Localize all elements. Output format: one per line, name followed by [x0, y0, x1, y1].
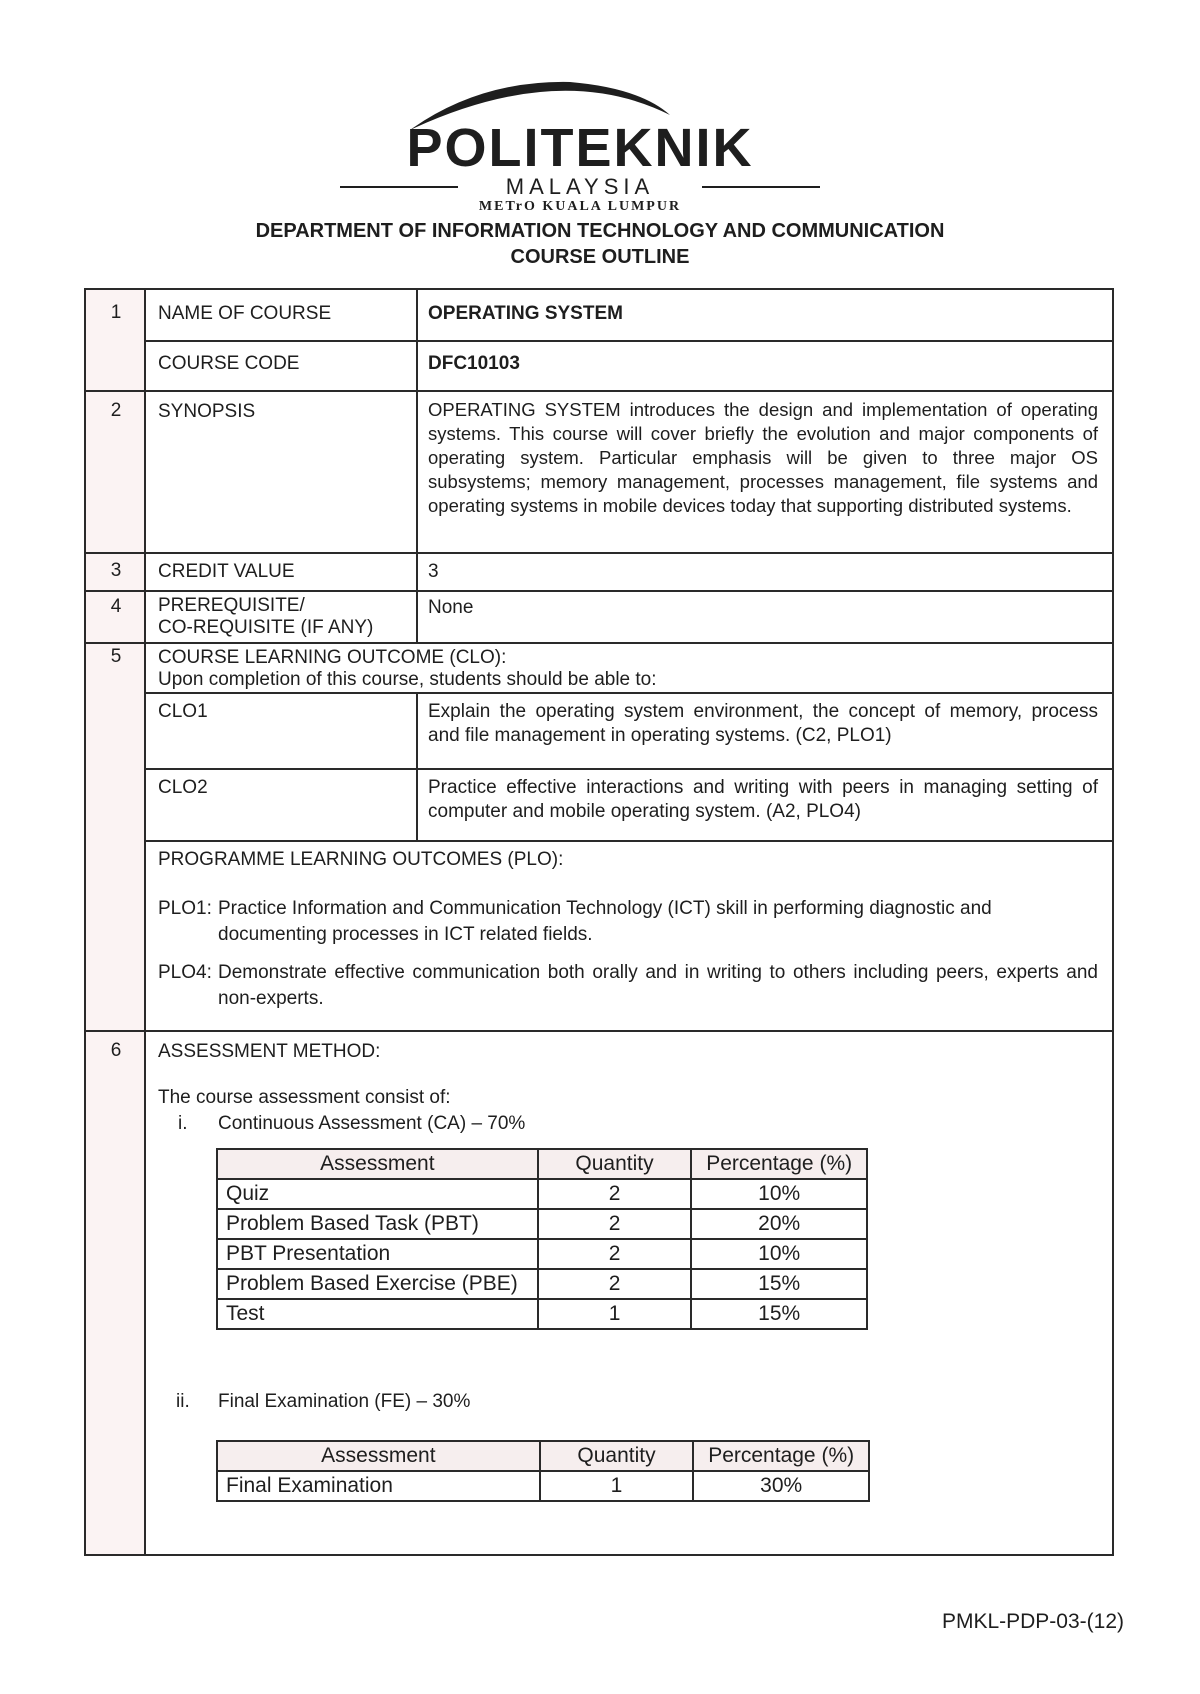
- clo2-text: Practice effective interactions and writing with peers in managing setting of computer and mobile operating system. (A2, PLO4): [428, 777, 1098, 822]
- quantity-cell: 1: [538, 1299, 692, 1329]
- assessment-cell: PBT Presentation: [217, 1239, 538, 1269]
- clo-intro: Upon completion of this course, students should be able to:: [158, 669, 657, 690]
- credit-value: 3: [428, 561, 439, 582]
- ca-title: Continuous Assessment (CA) – 70%: [218, 1113, 526, 1134]
- logo-campus: METrO KUALA LUMPUR: [478, 199, 682, 210]
- synopsis-label: SYNOPSIS: [158, 401, 256, 422]
- department-title: DEPARTMENT OF INFORMATION TECHNOLOGY AND COMMUNICATION: [255, 220, 945, 242]
- row-divider: [86, 552, 1114, 554]
- plo4-description: Demonstrate effective communication both orally and in writing to others including peers, experts and non-experts.: [218, 962, 1098, 1009]
- percentage-cell: 15%: [691, 1269, 867, 1299]
- logo-wordmark: POLITEKNIK: [406, 118, 754, 178]
- table-row: [217, 1239, 867, 1269]
- percentage-cell: 30%: [693, 1471, 869, 1501]
- fe-table-header-row: [217, 1441, 869, 1471]
- ca-roman: i.: [178, 1113, 188, 1134]
- fe-header-assessment: Assessment: [217, 1441, 540, 1471]
- ca-header-quantity: Quantity: [538, 1149, 692, 1179]
- row-number: 3: [110, 560, 122, 581]
- row-number: 2: [110, 400, 122, 421]
- ca-header-assessment: Assessment: [217, 1149, 538, 1179]
- row-divider: [146, 840, 1114, 842]
- quantity-cell: 2: [538, 1179, 692, 1209]
- fe-roman: ii.: [176, 1391, 190, 1412]
- quantity-cell: 2: [538, 1209, 692, 1239]
- course-code-value: DFC10103: [428, 353, 520, 374]
- ca-table: [216, 1148, 868, 1330]
- plo-heading: PROGRAMME LEARNING OUTCOMES (PLO):: [158, 849, 564, 870]
- course-code-label: COURSE CODE: [158, 353, 300, 374]
- row-divider: [86, 390, 1114, 392]
- assessment-intro: The course assessment consist of:: [158, 1087, 451, 1108]
- plo1-description: Practice Information and Communication Technology (ICT) skill in performing diagnostic and documenting processes in ICT related fields.: [218, 898, 992, 945]
- table-row: [217, 1269, 867, 1299]
- document-code: PMKL-PDP-03-(12): [941, 1610, 1124, 1633]
- column-divider: [416, 290, 418, 642]
- quantity-cell: 2: [538, 1269, 692, 1299]
- prerequisite-label: PREREQUISITE/: [158, 595, 305, 616]
- quantity-cell: 1: [540, 1471, 694, 1501]
- row-divider: [146, 692, 1114, 694]
- course-name-label: NAME OF COURSE: [158, 303, 332, 324]
- assessment-cell: Quiz: [217, 1179, 538, 1209]
- assessment-cell: Problem Based Task (PBT): [217, 1209, 538, 1239]
- number-column: [86, 290, 146, 1554]
- corequisite-label: CO-REQUISITE (IF ANY): [158, 617, 374, 638]
- politeknik-logo: [340, 70, 820, 210]
- table-row: [217, 1209, 867, 1239]
- fe-header-percentage: Percentage (%): [693, 1441, 869, 1471]
- fe-table: [216, 1440, 870, 1502]
- percentage-cell: 10%: [691, 1179, 867, 1209]
- row-divider: [146, 768, 1114, 770]
- percentage-cell: 10%: [691, 1239, 867, 1269]
- prerequisite-value: None: [428, 597, 474, 618]
- row-number: 4: [110, 596, 122, 617]
- plo4-tag: PLO4:: [158, 962, 212, 983]
- assessment-cell: Test: [217, 1299, 538, 1329]
- course-outline-table: [84, 288, 1114, 1556]
- percentage-cell: 20%: [691, 1209, 867, 1239]
- plo1-tag: PLO1:: [158, 898, 212, 919]
- document-title: COURSE OUTLINE: [510, 246, 690, 268]
- row-divider: [86, 642, 1114, 644]
- table-row: [217, 1471, 869, 1501]
- quantity-cell: 2: [538, 1239, 692, 1269]
- clo1-label: CLO1: [158, 701, 208, 722]
- logo-subtitle: MALAYSIA: [505, 174, 655, 199]
- plo1-text: [218, 896, 1098, 948]
- credit-value-label: CREDIT VALUE: [158, 561, 295, 582]
- clo-heading: COURSE LEARNING OUTCOME (CLO):: [158, 647, 507, 668]
- row-divider: [146, 340, 1114, 342]
- ca-header-percentage: Percentage (%): [691, 1149, 867, 1179]
- table-row: [217, 1179, 867, 1209]
- clo2-label: CLO2: [158, 777, 208, 798]
- course-name-value: OPERATING SYSTEM: [428, 303, 623, 324]
- fe-title: Final Examination (FE) – 30%: [218, 1391, 471, 1412]
- plo4-item: [158, 960, 1098, 1012]
- synopsis-text: OPERATING SYSTEM introduces the design and implementation of operating systems. This course will cover briefly the evolution and major components of operating system. Particular emphasis will be given to three major OS subsystems; memory management, processes management, file systems and operating systems in mobile devices today that supporting distributed systems.: [428, 399, 1098, 516]
- plo1-item: [158, 896, 1098, 948]
- fe-header-quantity: Quantity: [540, 1441, 694, 1471]
- row-number: 1: [110, 302, 122, 323]
- assessment-cell: Problem Based Exercise (PBE): [217, 1269, 538, 1299]
- assessment-cell: Final Examination: [217, 1471, 540, 1501]
- table-row: [217, 1299, 867, 1329]
- row-divider: [86, 1030, 1114, 1032]
- row-number: 6: [110, 1040, 122, 1061]
- assessment-heading: ASSESSMENT METHOD:: [158, 1041, 381, 1062]
- ca-table-header-row: [217, 1149, 867, 1179]
- column-divider: [416, 692, 418, 840]
- plo4-text: [218, 960, 1098, 1012]
- clo1-text: Explain the operating system environment, the concept of memory, process and file management in operating systems. (C2, PLO1): [428, 701, 1098, 746]
- percentage-cell: 15%: [691, 1299, 867, 1329]
- row-divider: [86, 590, 1114, 592]
- row-number: 5: [110, 646, 122, 667]
